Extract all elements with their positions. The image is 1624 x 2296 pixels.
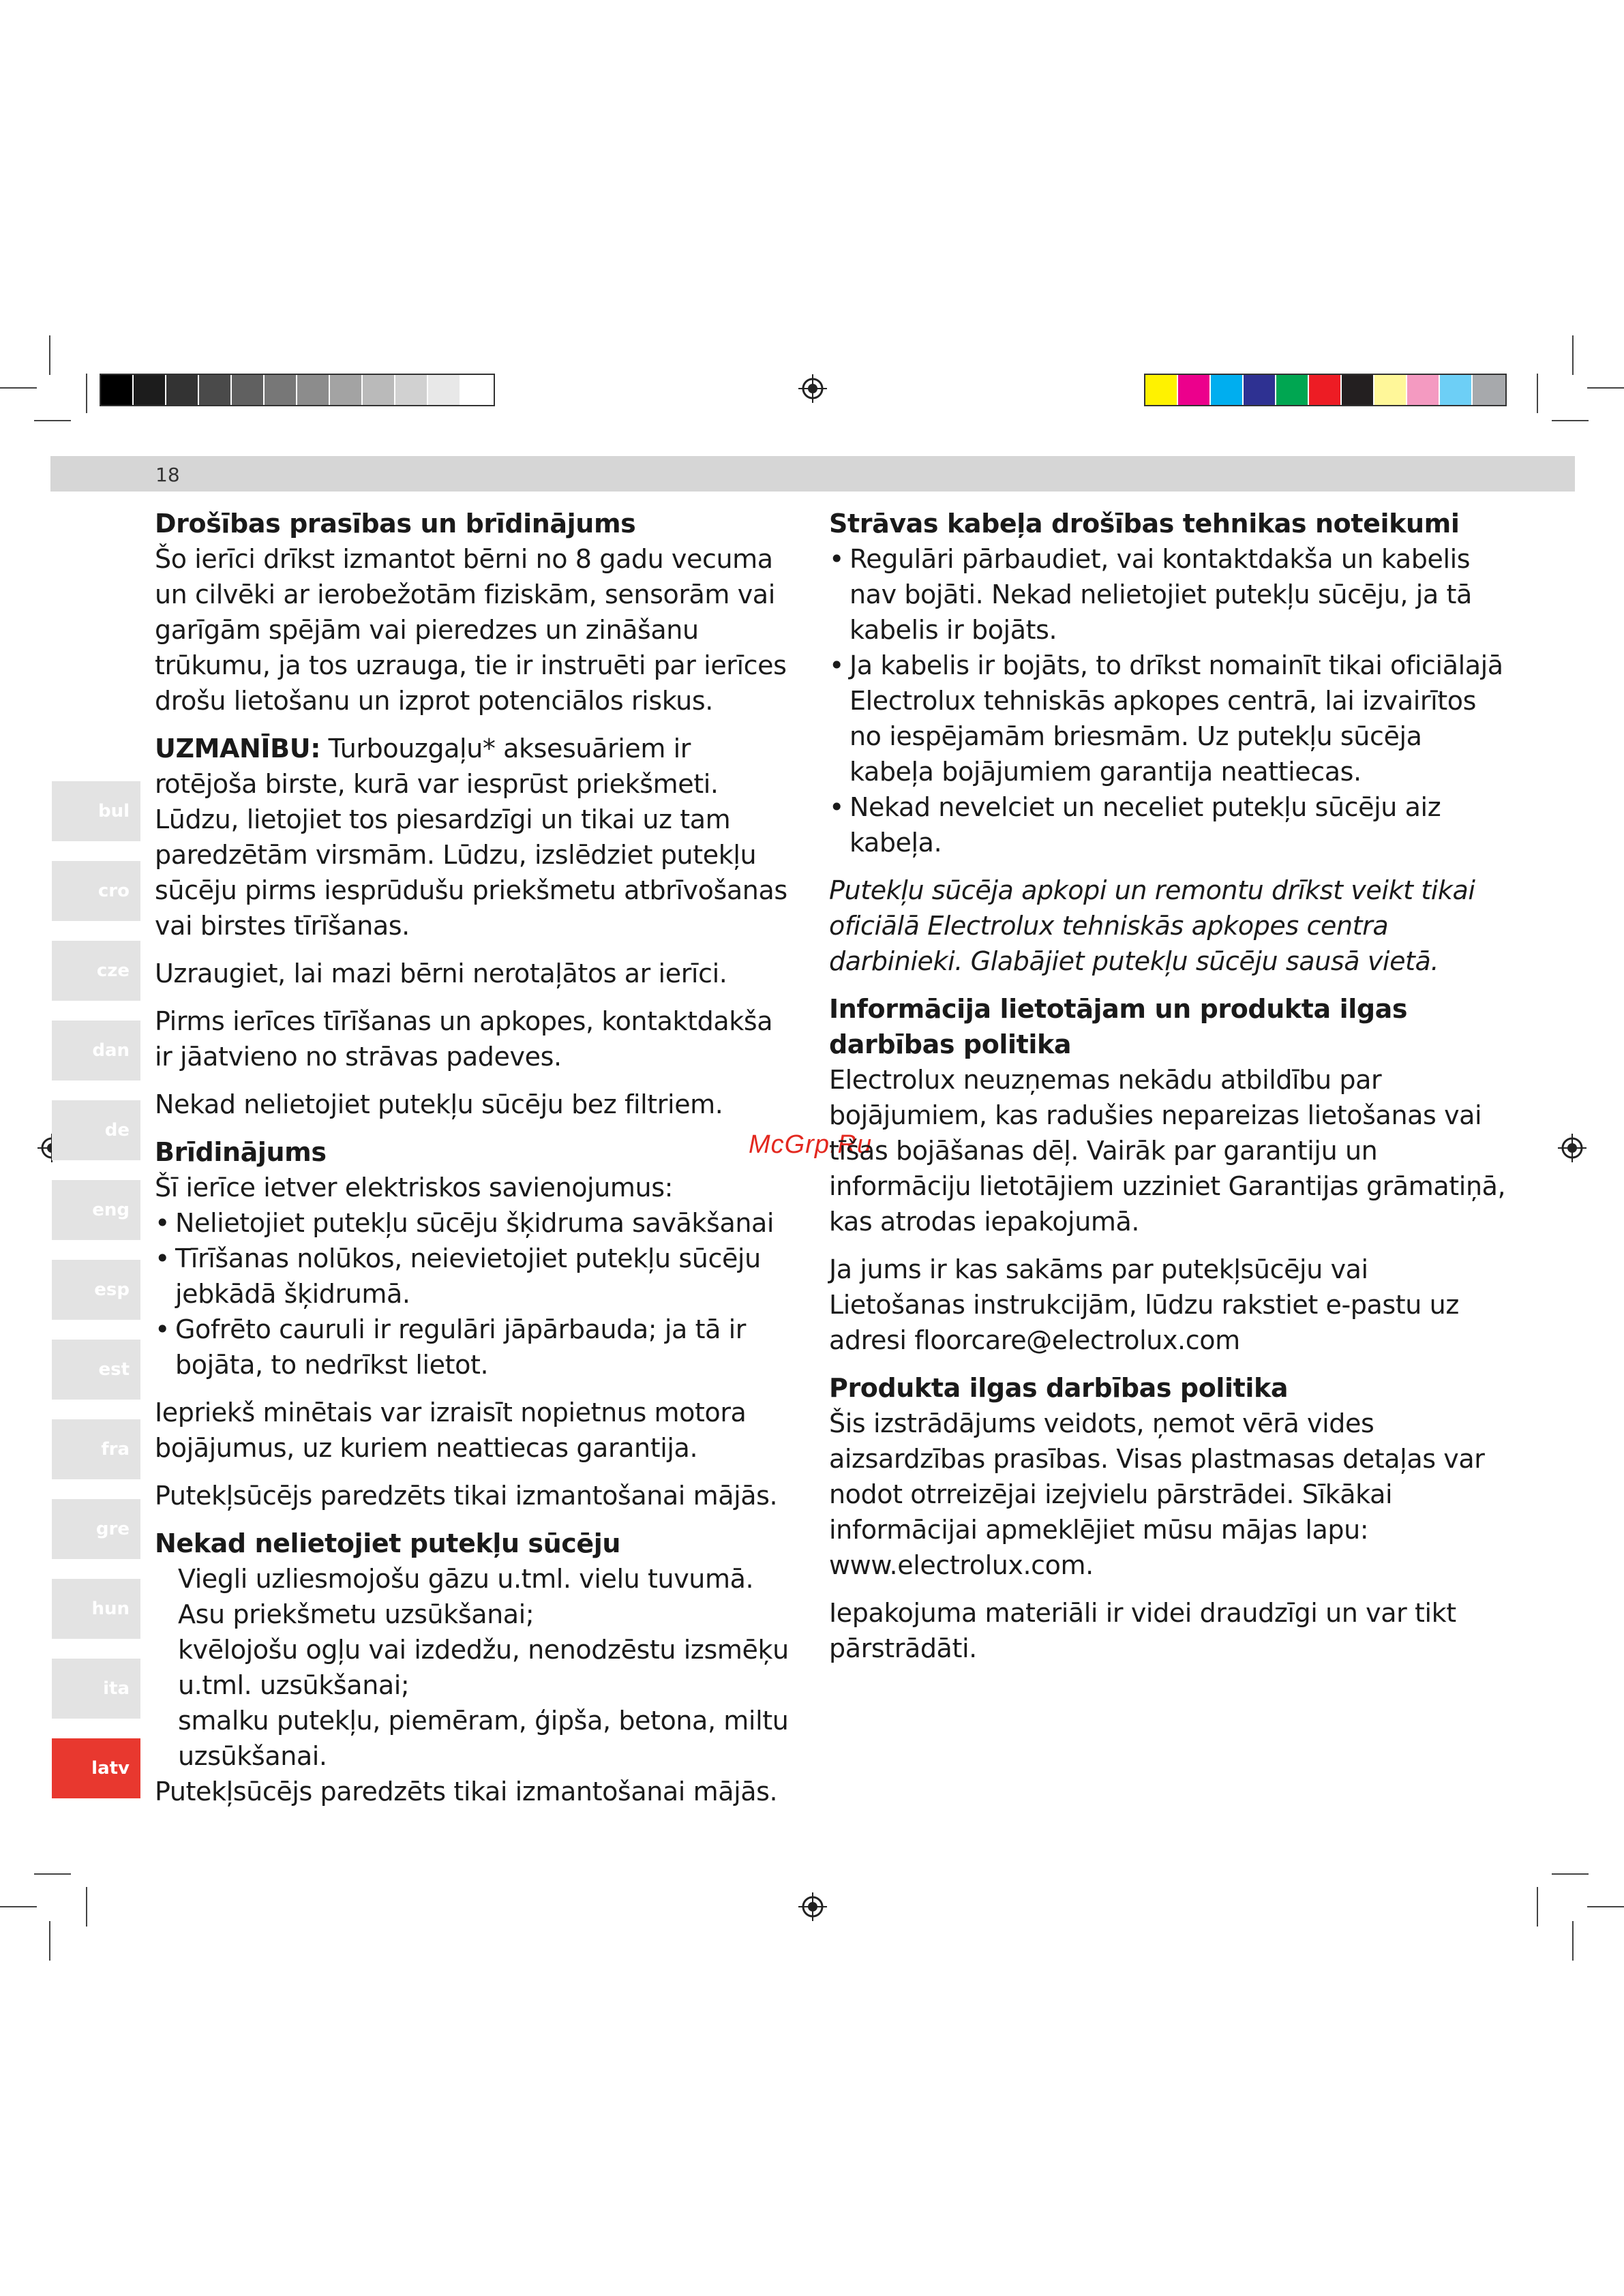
list-item: • Regulāri pārbaudiet, vai kontaktdakša un kabelis nav bojāti. Nekad nelietojiet putekļu sūcēju, ja tā kabelis ir bojāts. [829,541,1511,648]
language-tabs [52,781,140,1818]
warning-title: Brīdinājums [155,1137,327,1167]
list-item: • Gofrēto cauruli ir regulāri jāpārbauda; ja tā ir bojāta, to nedrīkst lietot. [155,1312,792,1383]
safety-text: Šo ierīci drīkst izmantot bērni no 8 gadu vecuma un cilvēki ar ierobežotām fiziskām, sensorām vai garīgām spējām vai pieredzes un zināšanu trūkumu, ja tos uzrauga, tie ir instruēti par ierīces drošu lietošanu un izprot potenciālos riskus. [155,544,787,716]
color-swatch [395,375,428,405]
crop-mark [1572,335,1574,375]
tab-esp[interactable]: esp [52,1260,140,1320]
registration-target-icon [1558,1134,1587,1162]
tab-est[interactable]: est [52,1340,140,1400]
color-swatch [461,375,494,405]
registration-target-icon [798,1892,827,1921]
motor-text: Iepriekš minētais var izraisīt nopietnus motora bojājumus, uz kuriem neattiecas garantija. [155,1398,747,1463]
caution-paragraph [155,731,792,943]
info-title: Informācija lietotājam un produkta ilgas darbības politika [829,994,1408,1059]
safety-title: Drošības prasības un brīdinājums [155,509,636,539]
tab-hun[interactable]: hun [52,1579,140,1639]
color-swatch [1374,375,1407,405]
color-swatch [1407,375,1440,405]
warning-list [155,1205,792,1383]
color-swatch [297,375,330,405]
policy-text: Šis izstrādājums veidots, ņemot vērā vides aizsardzības prasības. Visas plastmasas detaļas var nodot otrreizējai izejvielu pārstrādei. Sīkākai informācijai apmeklējiet mūsu mājas lapu: www.electrolux.com. [829,1408,1485,1580]
color-swatch [1276,375,1309,405]
color-swatch [1473,375,1505,405]
crop-mark [1537,1887,1538,1927]
page-number: 18 [155,464,180,486]
crop-mark [86,374,87,413]
cable-title: Strāvas kabeļa drošības tehnikas noteikumi [829,509,1460,539]
tab-gre[interactable]: gre [52,1499,140,1559]
crop-mark [49,1921,50,1961]
tab-dan[interactable]: dan [52,1021,140,1081]
color-swatch [265,375,297,405]
list-item: Asu priekšmetu uzsūkšanai; [178,1599,535,1629]
color-swatch-bar [1144,374,1507,406]
tab-fra[interactable]: fra [52,1419,140,1479]
crop-mark [86,1887,87,1927]
color-swatch [134,375,166,405]
color-swatch [330,375,363,405]
contact-text: Ja jums ir kas sakāms par putekļsūcēju vai Lietošanas instrukcijām, lūdzu rakstiet e-pastu uz adresi floorcare@electrolux.com [829,1254,1459,1355]
crop-mark [1552,420,1589,421]
tab-de[interactable]: de [52,1100,140,1160]
crop-mark [49,335,50,375]
warning-intro: Šī ierīce ietver elektriskos savienojumus: [155,1173,673,1203]
crop-mark [0,387,37,389]
color-swatch [1211,375,1244,405]
list-item: • Tīrīšanas nolūkos, neievietojiet putekļu sūcēju jebkādā šķidrumā. [155,1241,792,1312]
color-swatch [363,375,395,405]
color-swatch [1309,375,1342,405]
crop-mark [1587,387,1624,389]
header-band [50,456,1575,492]
tab-ita[interactable]: ita [52,1659,140,1719]
never-use-title: Nekad nelietojiet putekļu sūcēju [155,1528,621,1558]
color-swatch [199,375,232,405]
children-text: Uzraugiet, lai mazi bērni nerotaļātos ar ierīci. [155,958,727,988]
watermark: McGrp.Ru [749,1130,873,1159]
crop-mark [1537,374,1538,413]
cleaning-text: Pirms ierīces tīrīšanas un apkopes, kontaktdakša ir jāatvieno no strāvas padeves. [155,1006,773,1072]
crop-mark [1572,1921,1574,1961]
cable-list [829,541,1511,860]
home-use-text: Putekļsūcējs paredzēts tikai izmantošanai mājās. [155,1777,778,1807]
right-column [829,506,1511,1678]
filters-text: Nekad nelietojiet putekļu sūcēju bez filtriem. [155,1089,723,1119]
color-swatch [1145,375,1178,405]
crop-mark [1552,1873,1589,1875]
info-text: Electrolux neuzņemas nekādu atbildību par bojājumiem, kas radušies nepareizas lietošanas vai tīšas bojāšanas dēļ. Vairāk par garantiju un informāciju lietotājiem uzziniet Garantijas grāmatiņā, kas atrodas iepakojumā. [829,1065,1506,1237]
list-item: • Ja kabelis ir bojāts, to drīkst nomainīt tikai oficiālajā Electrolux tehniskās apkopes centrā, lai izvairītos no iespējamām briesmām. Uz putekļu sūcēja kabeļa bojājumiem garantija neattiecas. [829,648,1511,789]
list-item: smalku putekļu, piemēram, ģipša, betona, miltu uzsūkšanai. [178,1706,789,1771]
caution-label: UZMANĪBU: [155,734,320,764]
registration-target-icon [798,374,827,403]
grayscale-swatch-bar [100,374,495,406]
color-swatch [232,375,265,405]
color-swatch [1244,375,1276,405]
home-use-text: Putekļsūcējs paredzēts tikai izmantošanai mājās. [155,1481,778,1511]
list-item: kvēlojošu ogļu vai izdedžu, nenodzēstu izsmēķu u.tml. uzsūkšanai; [178,1635,789,1700]
tab-cze[interactable]: cze [52,941,140,1001]
color-swatch [166,375,199,405]
packaging-text: Iepakojuma materiāli ir videi draudzīgi un var tikt pārstrādāti. [829,1598,1456,1663]
crop-mark [0,1906,37,1907]
tab-latv[interactable]: latv [52,1738,140,1798]
left-column [155,506,792,1822]
color-swatch [1178,375,1211,405]
list-item: • Nelietojiet putekļu sūcēju šķidruma savākšanai [155,1205,792,1241]
list-item: • Nekad nevelciet un neceliet putekļu sūcēju aiz kabeļa. [829,789,1511,860]
caution-text: Turbouzgaļu* aksesuāriem ir rotējoša birste, kurā var iesprūst priekšmeti. Lūdzu, lietojiet tos piesardzīgi un tikai uz tam paredzētām virsmām. Lūdzu, izslēdziet putekļu sūcēju pirms iesprūdušu priekšmetu atbrīvošanas vai birstes tīrīšanas. [155,734,787,941]
service-text: Putekļu sūcēja apkopi un remontu drīkst veikt tikai oficiālā Electrolux tehniskās apkopes centra darbinieki. Glabājiet putekļu sūcēju sausā vietā. [829,875,1475,976]
tab-bul[interactable]: bul [52,781,140,841]
tab-cro[interactable]: cro [52,861,140,921]
color-swatch [1342,375,1374,405]
color-swatch [1440,375,1473,405]
list-item: Viegli uzliesmojošu gāzu u.tml. vielu tuvumā. [178,1564,754,1594]
crop-mark [34,1873,71,1875]
policy-title: Produkta ilgas darbības politika [829,1373,1289,1403]
crop-mark [34,420,71,421]
tab-eng[interactable]: eng [52,1180,140,1240]
color-swatch [101,375,134,405]
crop-mark [1587,1906,1624,1907]
color-swatch [428,375,461,405]
